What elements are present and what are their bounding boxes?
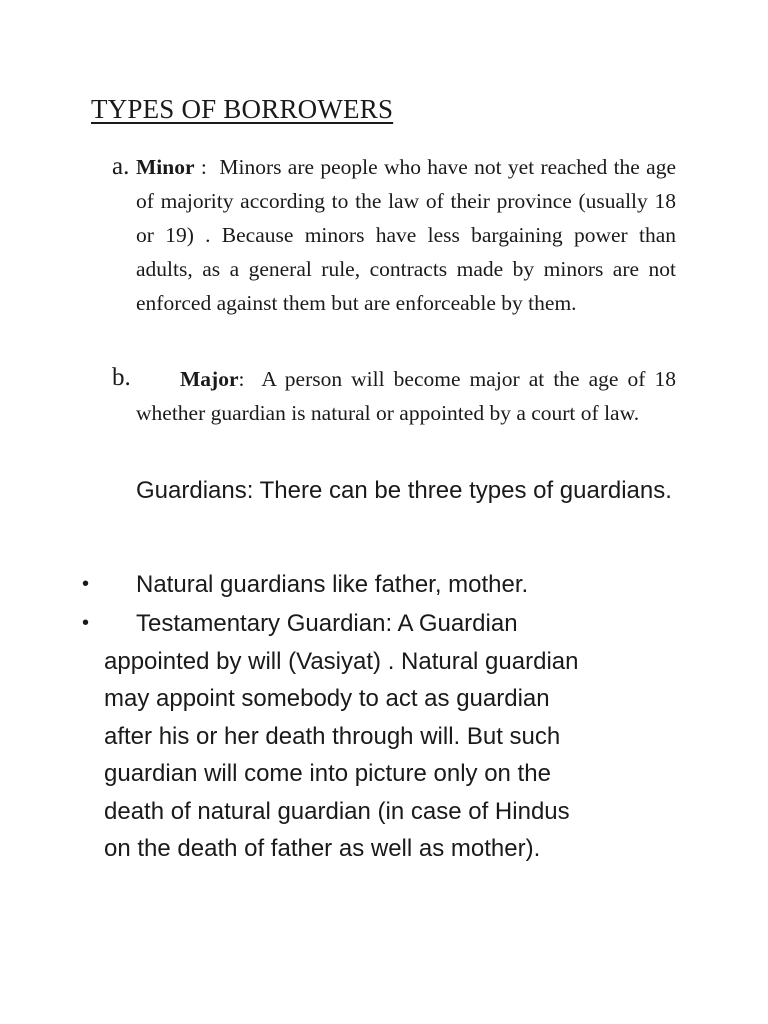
bullet-2-line: appointed by will (Vasiyat) . Natural guardian (104, 647, 579, 675)
minor-text: Minors are people who have not yet reached the age of majority according to the law of their province (usually 18 or 19) . Because minors have less bargaining power than adults, as a general rule, contracts made by minors are not enforced against them but are enforceable by them. (136, 155, 676, 315)
bullet-1-symbol: • (82, 573, 90, 595)
minor-separator: : (194, 155, 220, 179)
bullet-2-line: on the death of father as well as mother). (104, 835, 541, 862)
major-separator: : (238, 367, 262, 391)
bullet-2-text (104, 605, 684, 868)
bullet-1-text: Natural guardians like father, mother. (136, 571, 529, 598)
list-marker-a: a. (112, 153, 130, 180)
list-marker-b: b. (112, 364, 131, 391)
major-text: A person will become major at the age of 18 whether guardian is natural or appointed by a court of law. (136, 367, 676, 425)
bullet-2-symbol: • (82, 612, 90, 634)
bullet-2-line: may appoint somebody to act as guardian (104, 685, 550, 712)
bullet-2-line: death of natural guardian (in case of Hindus (104, 797, 570, 825)
bullet-2-line: guardian will come into picture only on the (104, 760, 551, 787)
bullet-2-line: after his or her death through will. But such (104, 722, 561, 750)
guardians-intro: Guardians: There can be three types of guardians. (136, 477, 672, 504)
major-term: Major (180, 367, 239, 391)
minor-term: Minor (136, 155, 195, 179)
bullet-2-line: Testamentary Guardian: A Guardian (136, 610, 518, 637)
document-title: TYPES OF BORROWERS (91, 94, 394, 124)
minor-definition (136, 150, 676, 320)
major-definition (136, 362, 676, 430)
